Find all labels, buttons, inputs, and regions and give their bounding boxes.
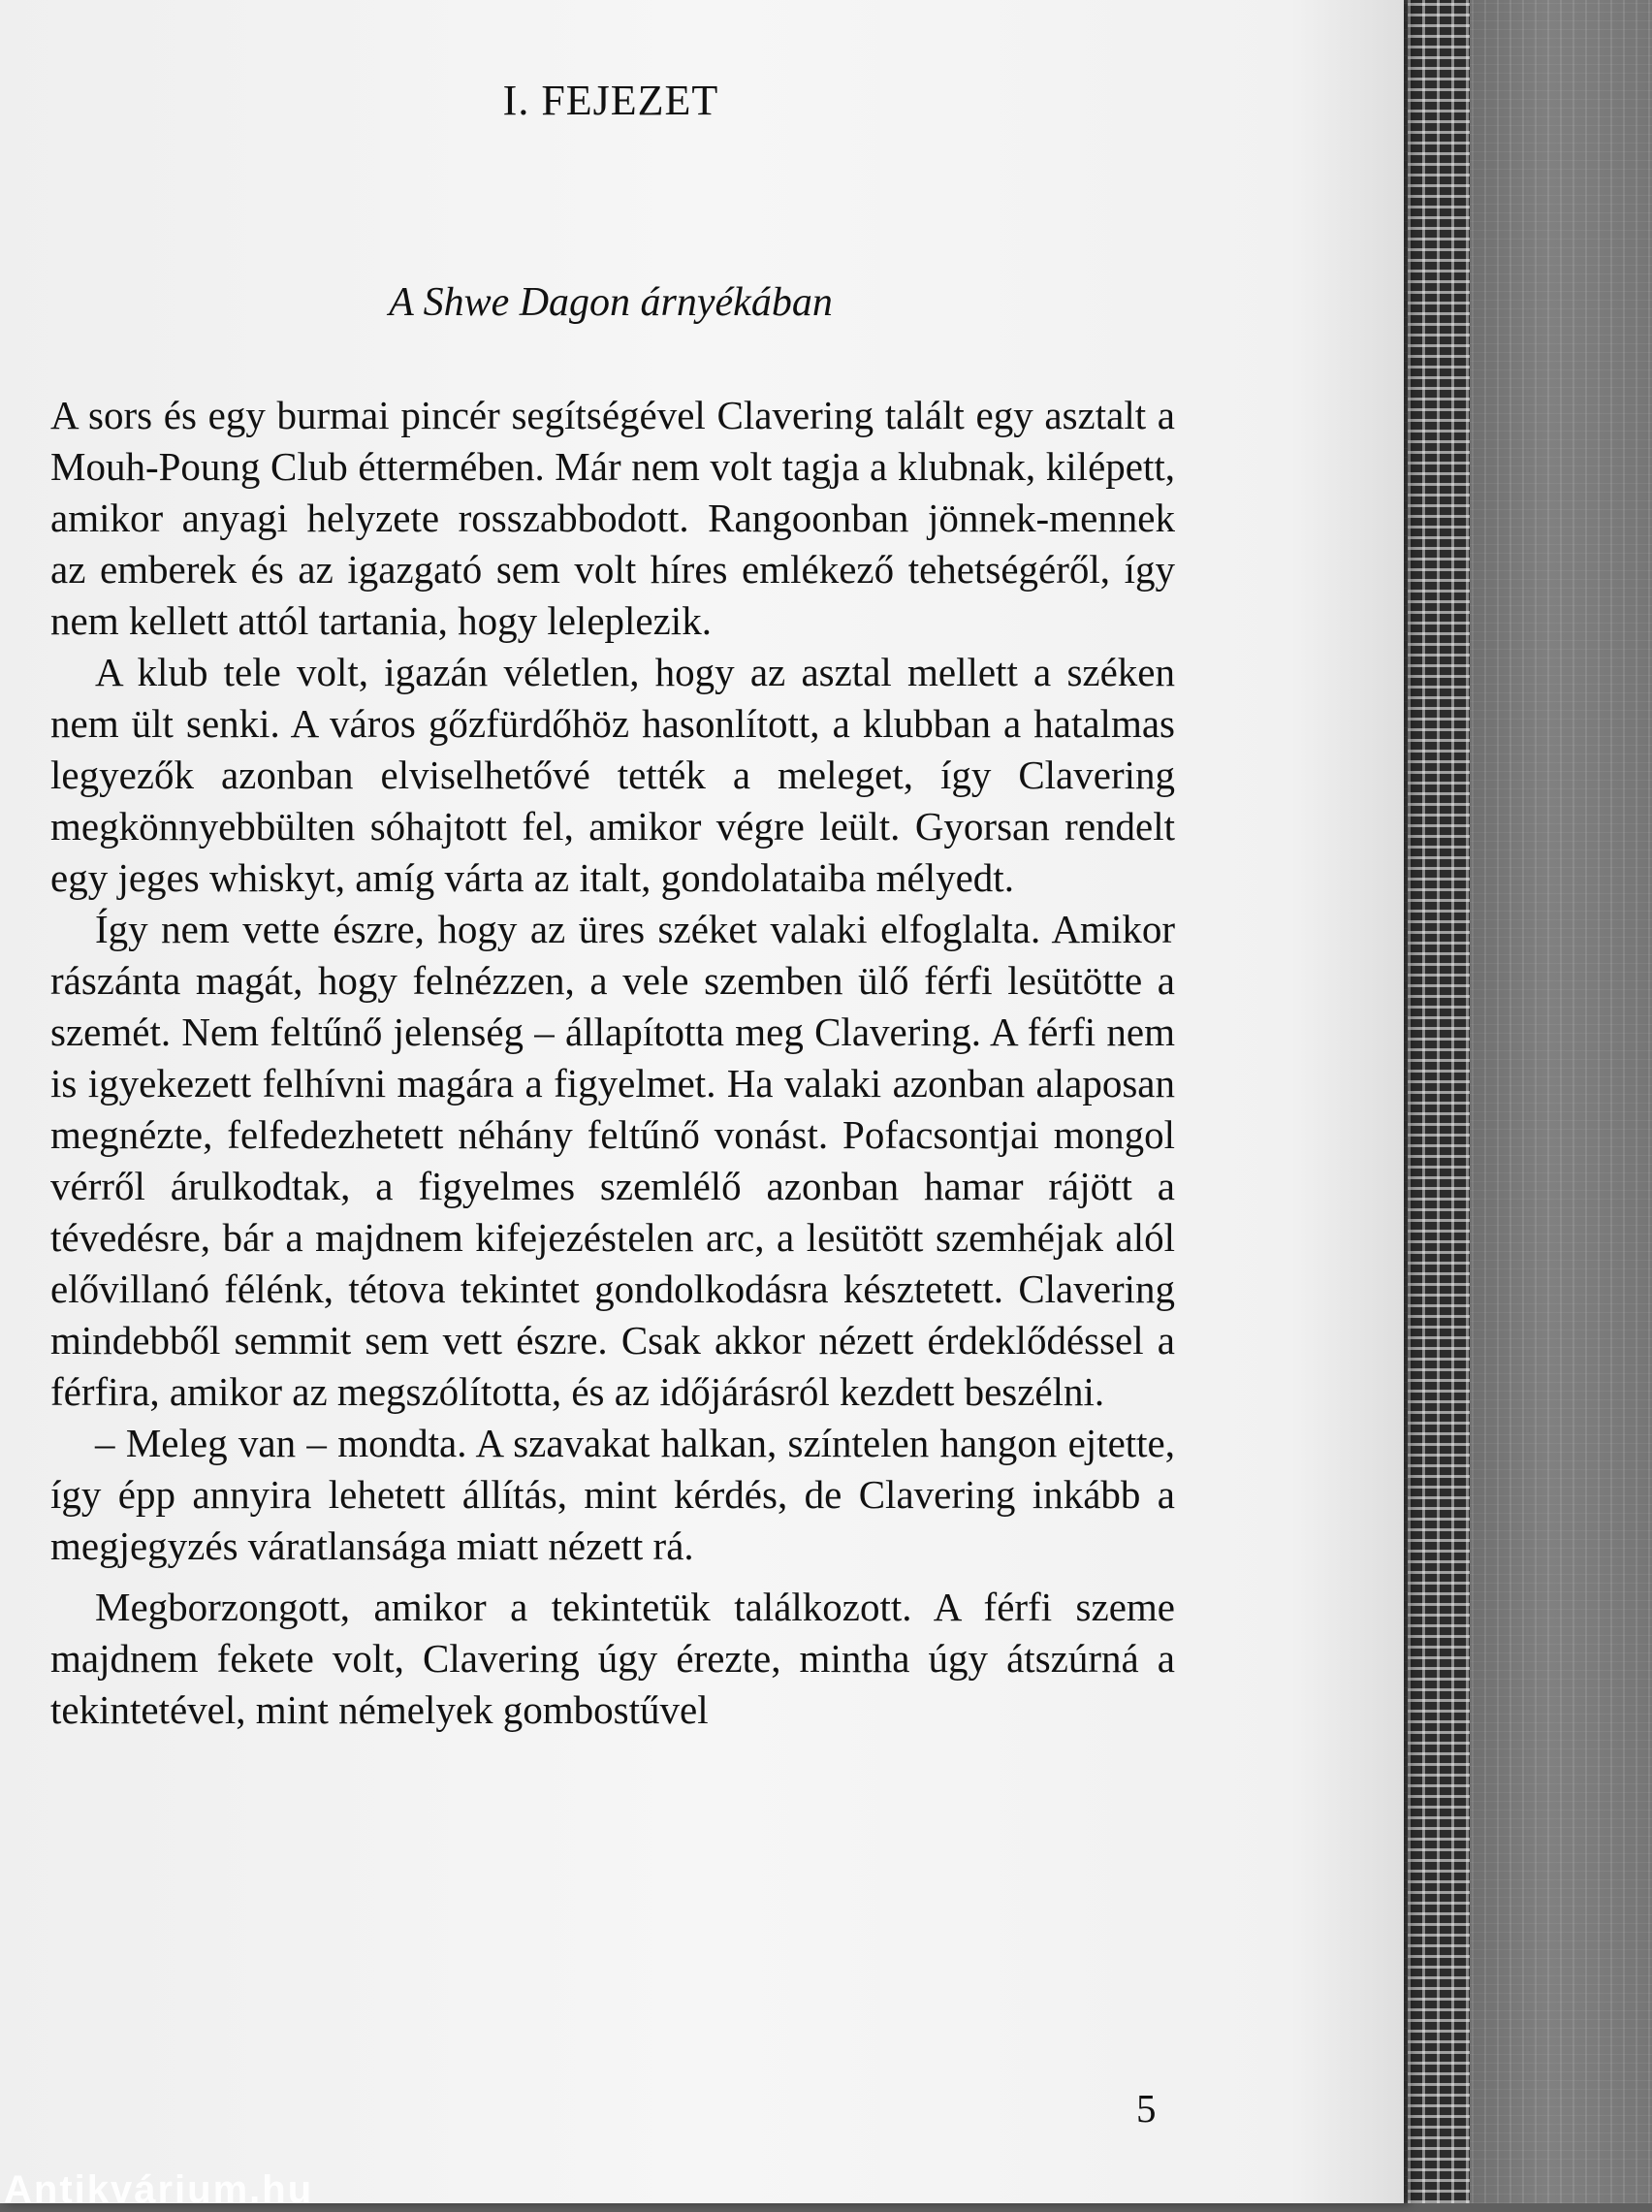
paragraph: – Meleg van – mondta. A szavakat halkan, színtelen hangon ejtette, így épp annyira lehetett állítás, mint kérdés, de Clavering inkább a megjegyzés váratlansága miatt nézett rá.	[50, 1421, 1175, 1568]
paragraph: Megborzongott, amikor a tekintetük találkozott. A férfi szeme majdnem fekete volt, Clavering úgy érezte, mintha úgy átszúrná a tekintetével, mint némelyek gombostűvel	[50, 1585, 1175, 1732]
chapter-title: I. FEJEZET	[502, 77, 719, 124]
paragraph: Így nem vette észre, hogy az üres széket valaki elfoglalta. Amikor rászánta magát, hogy felnézzen, a vele szemben ülő férfi lesütötte a szemét. Nem feltűnő jelenség – állapította meg Clavering. A férfi nem is igyekezett felhívni magára a figyelmet. Ha valaki azonban alaposan megnézte, felfedezhetett néhány feltűnő vonást. Pofacsontjai mongol vérről árulkodtak, a figyelmes szemlélő azonban hamar rájött a tévedésre, bár a majdnem kifejezéstelen arc, a lesütött szemhéjak alól elővillanó félénk, tétova tekintet gondolkodásra késztetett. Clavering mindebből semmit sem vett észre. Csak akkor nézett érdeklődéssel a férfira, amikor az megszólította, és az időjárásról kezdett beszélni.	[50, 907, 1175, 1414]
book-spine-edge	[1408, 0, 1470, 2203]
page-number: 5	[1136, 2086, 1157, 2131]
paragraph: A klub tele volt, igazán véletlen, hogy az asztal mellett a széken nem ült senki. A város gőzfürdőhöz hasonlított, a klubban a hatalmas legyezők azonban elviselhetővé tették a meleget, így Clavering megkönnyebbülten sóhajtott fel, amikor végre leült. Gyorsan rendelt egy jeges whiskyt, amíg várta az italt, gondolataiba mélyedt.	[50, 650, 1175, 900]
watermark: Antikvárium.hu	[4, 2168, 314, 2211]
body-text	[50, 390, 1175, 1736]
chapter-subtitle: A Shwe Dagon árnyékában	[389, 280, 833, 325]
paragraph: A sors és egy burmai pincér segítségével Clavering talált egy asztalt a Mouh-Poung Club éttermében. Már nem volt tagja a klubnak, kilépett, amikor anyagi helyzete rosszabbodott. Rangoonban jönnek-mennek az emberek és az igazgató sem volt híres emlékező tehetségéről, így nem kellett attól tartania, hogy leleplezik.	[50, 393, 1175, 643]
